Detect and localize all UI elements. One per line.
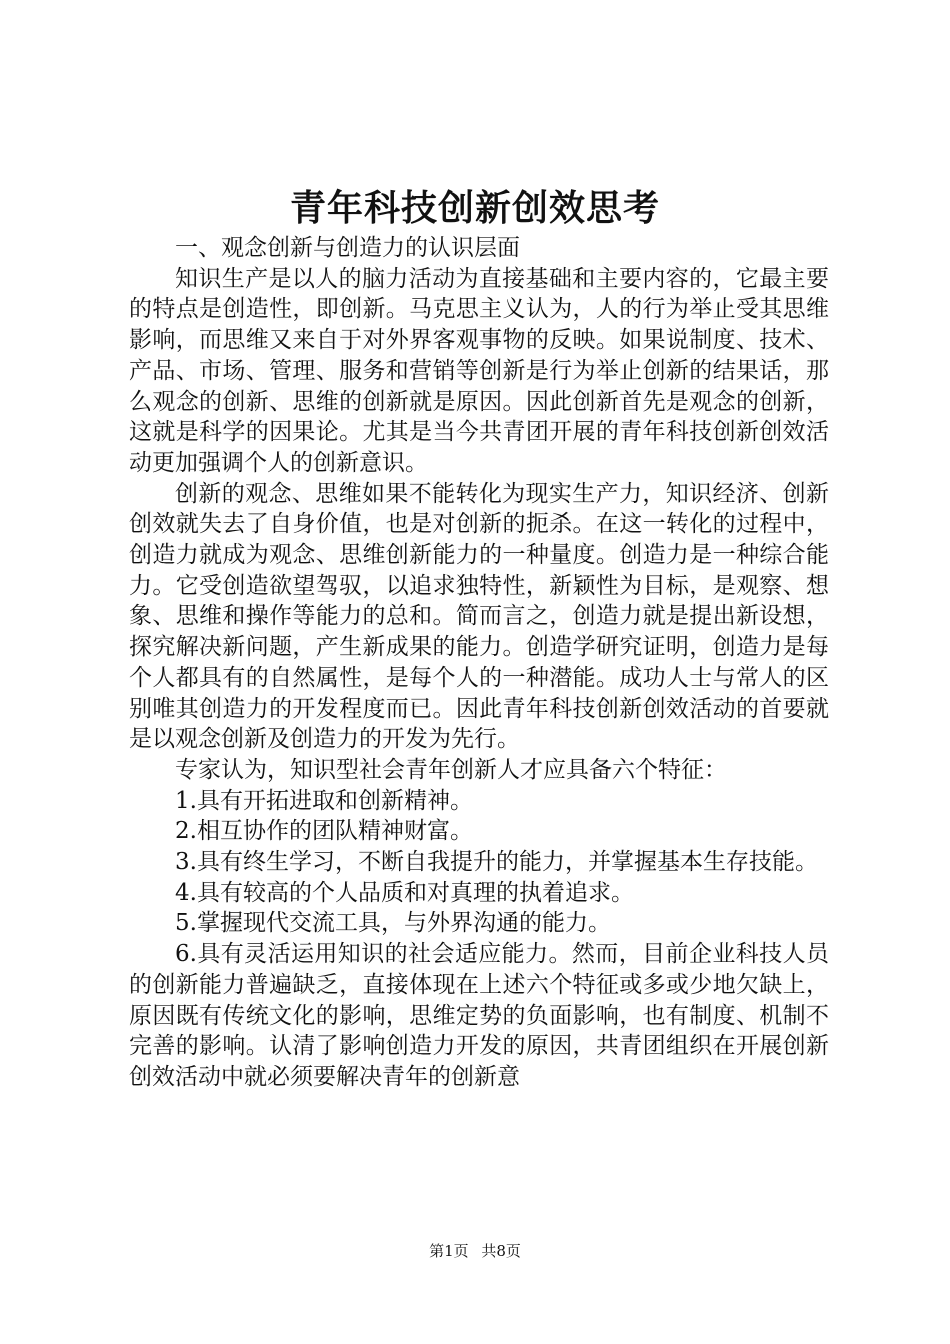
list-item: 5.掌握现代交流工具，与外界沟通的能力。: [175, 910, 611, 937]
page-title: 青年科技创新创效思考: [289, 187, 660, 229]
paragraph: 创新的观念、思维如果不能转化为现实生产力，知识经济、创新创效就失去了自身价值，也是对创新的扼杀。在这一转化的过程中，创造力就成为观念、思维创新能力的一种量度。创造力是一种综合能力。它受创造欲望驾驭，以追求独特性，新颖性为目标，是观察、想象、思维和操作等能力的总和。简而言之，创造力就是提出新设想，探究解决新问题，产生新成果的能力。创造学研究证明，创造力是每个人都具有的自然属性，是每个人的一种潜能。成功人士与常人的区别唯其创造力的开发程度而已。因此青年科技创新创效活动的首要就是以观念创新及创造力的开发为先行。: [129, 480, 829, 753]
list-item: 2.相互协作的团队精神财富。: [175, 818, 473, 845]
list-item: 6.具有灵活运用知识的社会适应能力。然而，目前企业科技人员的创新能力普遍缺乏，直接体现在上述六个特征或多或少地欠缺上，原因既有传统文化的影响，思维定势的负面影响，也有制度、机制不完善的影响。认清了影响创造力开发的原因，共青团组织在开展创新创效活动中就必须要解决青年的创新意: [129, 941, 829, 1090]
list-item: 3.具有终生学习，不断自我提升的能力，并掌握基本生存技能。: [175, 849, 818, 876]
section-heading: 一、观念创新与创造力的认识层面: [175, 235, 520, 261]
page-footer: [0, 1241, 950, 1261]
page-number: 第1页: [429, 1242, 469, 1260]
paragraph: 知识生产是以人的脑力活动为直接基础和主要内容的，它最主要的特点是创造性，即创新。马克思主义认为，人的行为举止受其思维影响，而思维又来自于对外界客观事物的反映。如果说制度、技术、产品、市场、管理、服务和营销等创新是行为举止创新的结果话，那么观念的创新、思维的创新就是原因。因此创新首先是观念的创新，这就是科学的因果论。尤其是当今共青团开展的青年科技创新创效活动更加强调个人的创新意识。: [129, 265, 829, 476]
document-body: [129, 233, 829, 1093]
page-total: 共8页: [481, 1242, 521, 1260]
list-item: 1.具有开拓进取和创新精神。: [175, 787, 473, 814]
paragraph: 专家认为，知识型社会青年创新人才应具备六个特征：: [175, 756, 727, 783]
list-item: 4.具有较高的个人品质和对真理的执着追求。: [175, 879, 634, 906]
